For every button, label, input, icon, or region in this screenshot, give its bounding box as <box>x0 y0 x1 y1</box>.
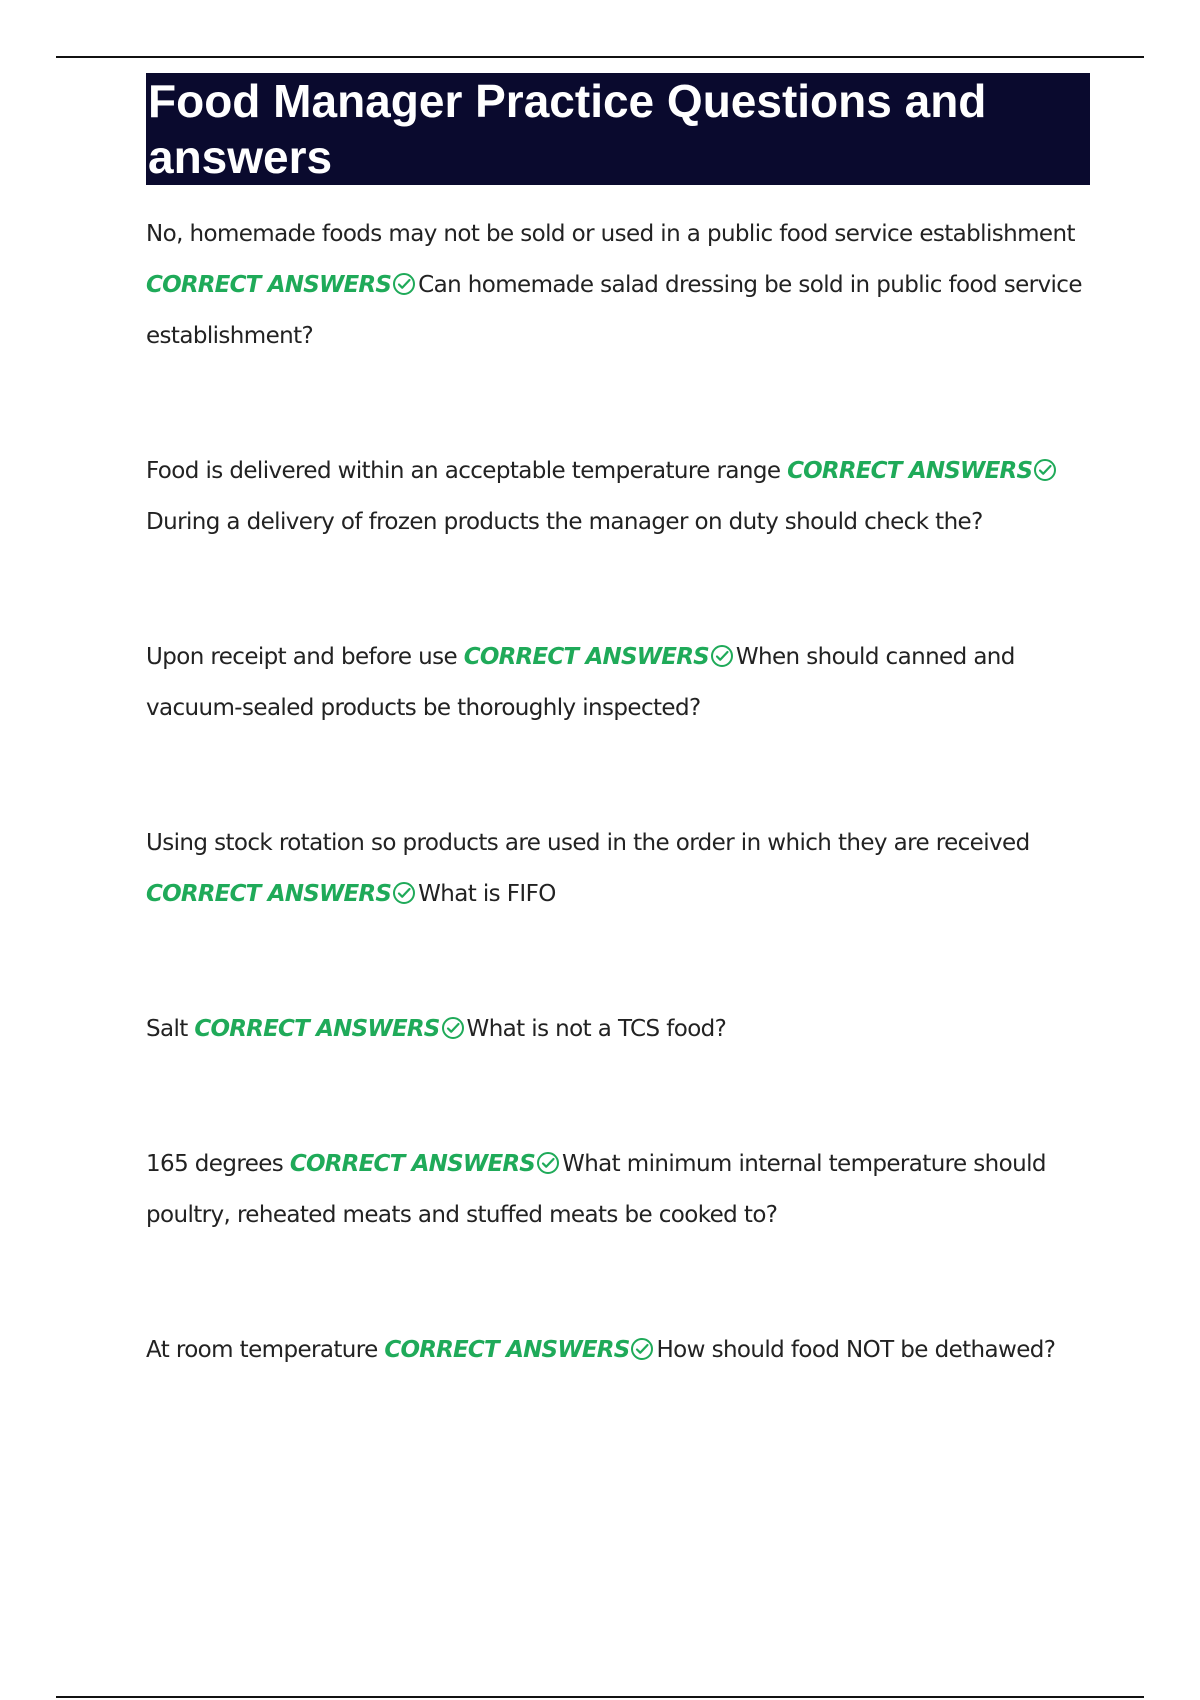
qa-item <box>146 818 1090 920</box>
question-text: What is not a TCS food? <box>466 1016 727 1042</box>
answer-text: Using stock rotation so products are used in the order in which they are received <box>146 830 1030 856</box>
check-badge-icon <box>441 1016 465 1040</box>
question-text: Can homemade salad dressing be sold in public food service establishment? <box>146 272 1082 349</box>
check-badge-icon <box>1033 458 1057 482</box>
question-text: What is FIFO <box>418 881 556 907</box>
qa-item <box>146 1325 1090 1376</box>
question-text: What minimum internal temperature should poultry, reheated meats and stuffed meats be cooked to? <box>146 1151 1046 1228</box>
bottom-rule <box>56 1696 1144 1698</box>
question-text: How should food NOT be dethawed? <box>656 1337 1056 1363</box>
correct-answers-label: CORRECT ANSWERS <box>463 644 709 670</box>
top-rule <box>56 56 1144 58</box>
correct-answers-label: CORRECT ANSWERS <box>146 272 392 298</box>
check-badge-icon <box>392 881 416 905</box>
correct-answers-label: CORRECT ANSWERS <box>787 458 1033 484</box>
correct-answers-label: CORRECT ANSWERS <box>194 1016 440 1042</box>
qa-item <box>146 632 1090 734</box>
check-badge-icon <box>392 272 416 296</box>
document-title: Food Manager Practice Questions and answers <box>146 73 1090 185</box>
answer-text: 165 degrees <box>146 1151 284 1177</box>
qa-item <box>146 1139 1090 1241</box>
correct-answers-label: CORRECT ANSWERS <box>146 881 392 907</box>
question-text: During a delivery of frozen products the manager on duty should check the? <box>146 509 983 535</box>
qa-item <box>146 1004 1090 1055</box>
check-badge-icon <box>536 1151 560 1175</box>
correct-answers-label: CORRECT ANSWERS <box>384 1337 630 1363</box>
document-page <box>146 73 1090 1376</box>
check-badge-icon <box>710 644 734 668</box>
correct-answers-label: CORRECT ANSWERS <box>289 1151 536 1177</box>
question-text: When should canned and vacuum-sealed products be thoroughly inspected? <box>146 644 1015 721</box>
check-badge-icon <box>630 1337 654 1361</box>
answer-text: Salt <box>146 1016 188 1042</box>
answer-text: Upon receipt and before use <box>146 644 458 670</box>
answer-text: At room temperature <box>146 1337 378 1363</box>
qa-item <box>146 209 1090 362</box>
answer-text: Food is delivered within an acceptable temperature range <box>146 458 781 484</box>
answer-text: No, homemade foods may not be sold or used in a public food service establishment <box>146 221 1075 247</box>
qa-item <box>146 446 1090 548</box>
